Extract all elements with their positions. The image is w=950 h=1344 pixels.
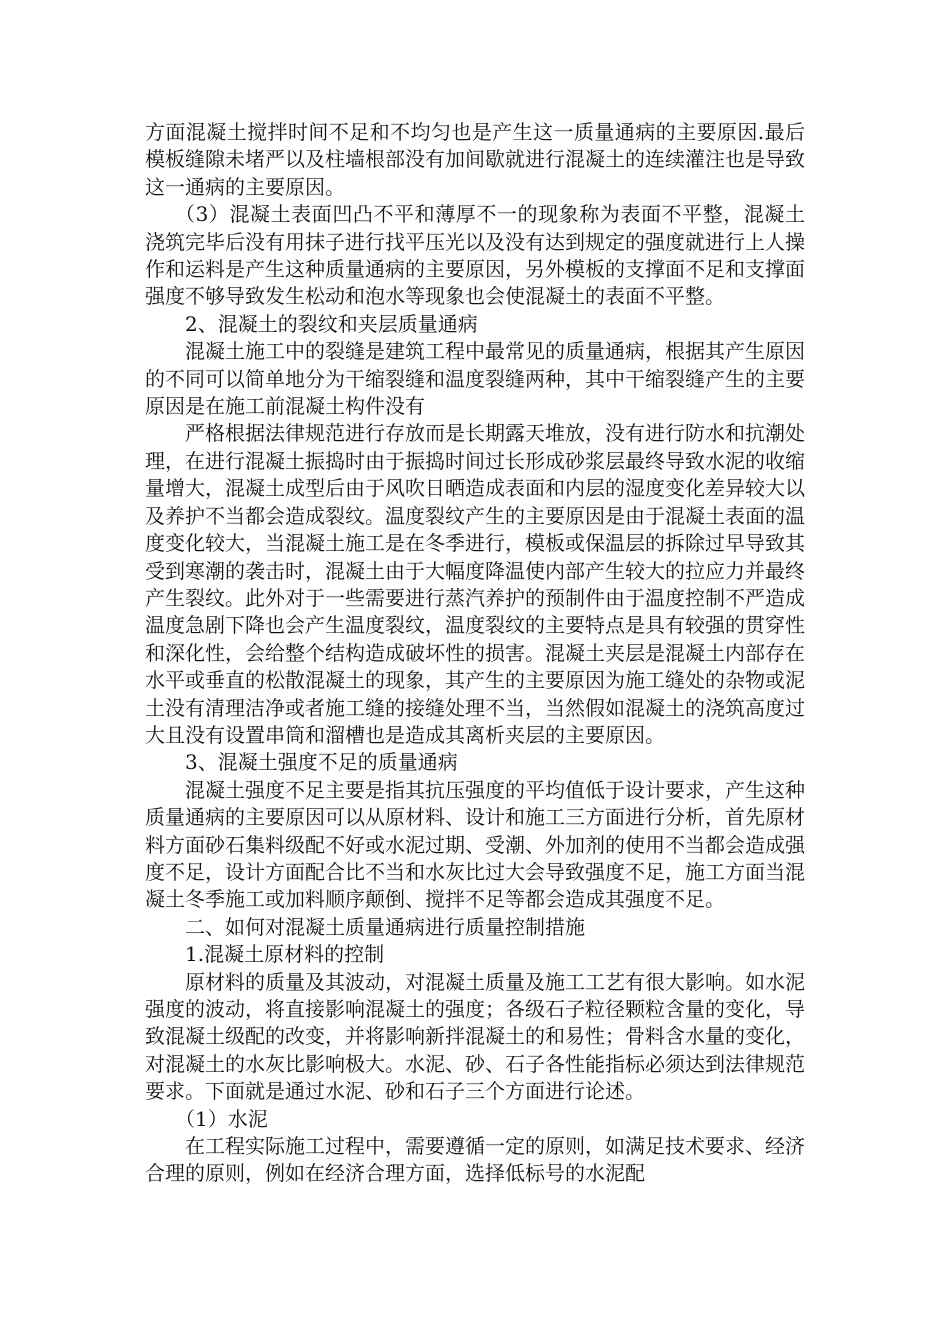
subsection-heading-cement: （1）水泥 [175, 1106, 268, 1131]
paragraph-2: （3）混凝土表面凹凸不平和薄厚不一的现象称为表面不平整，混凝土浇筑完毕后没有用抹子进行找平压光以及没有达到规定的强度就进行上人操作和运料是产生这种质量通病的主要原因，另外模板的支撑面不足和支撑面强度不够导致发生松动和泡水等现象也会使混凝土的表面不平整。 [145, 202, 805, 309]
document-body [145, 119, 805, 1188]
paragraph-7: 在工程实际施工过程中，需要遵循一定的原则，如满足技术要求、经济合理的原则，例如在经济合理方面，选择低标号的水泥配 [145, 1134, 805, 1186]
paragraph-3: 混凝土施工中的裂缝是建筑工程中最常见的质量通病，根据其产生原因的不同可以简单地分为干缩裂缝和温度裂缝两种，其中干缩裂缝产生的主要原因是在施工前混凝土构件没有 [145, 339, 805, 419]
section-heading-3: 3、混凝土强度不足的质量通病 [185, 750, 458, 775]
paragraph-6: 原材料的质量及其波动，对混凝土质量及施工工艺有很大影响。如水泥强度的波动，将直接影响混凝土的强度；各级石子粒径颗粒含量的变化，导致混凝土级配的改变，并将影响新拌混凝土的和易性；骨料含水量的变化，对混凝土的水灰比影响极大。水泥、砂、石子各性能指标必须达到法律规范要求。下面就是通过水泥、砂和石子三个方面进行论述。 [145, 969, 805, 1104]
paragraph-4: 严格根据法律规范进行存放而是长期露天堆放，没有进行防水和抗潮处理，在进行混凝土振捣时由于振捣时间过长形成砂浆层最终导致水泥的收缩量增大，混凝土成型后由于风吹日晒造成表面和内层的湿度变化差异较大以及养护不当都会造成裂纹。温度裂纹产生的主要原因是由于混凝土表面的温度变化较大，当混凝土施工是在冬季进行，模板或保温层的拆除过早导致其受到寒潮的袭击时，混凝土由于大幅度降温使内部产生较大的拉应力并最终产生裂纹。此外对于一些需要进行蒸汽养护的预制件由于温度控制不严造成温度急剧下降也会产生温度裂纹，温度裂纹的主要特点是具有较强的贯穿性和深化性，会给整个结构造成破坏性的损害。混凝土夹层是混凝土内部存在水平或垂直的松散混凝土的现象，其产生的主要原因为施工缝处的杂物或泥土没有清理洁净或者施工缝的接缝处理不当，当然假如混凝土的浇筑高度过大且没有设置串筒和溜槽也是造成其离析夹层的主要原因。 [145, 421, 805, 747]
chapter-heading-2: 二、如何对混凝土质量通病进行质量控制措施 [185, 914, 585, 939]
section-heading-1: 1.混凝土原材料的控制 [185, 942, 385, 967]
paragraph-1: 方面混凝土搅拌时间不足和不均匀也是产生这一质量通病的主要原因.最后模板缝隙未堵严以及柱墙根部没有加间歇就进行混凝土的连续灌注也是导致这一通病的主要原因。 [145, 120, 805, 199]
section-heading-2: 2、混凝土的裂纹和夹层质量通病 [185, 311, 478, 336]
paragraph-5: 混凝土强度不足主要是指其抗压强度的平均值低于设计要求，产生这种质量通病的主要原因可以从原材料、设计和施工三方面进行分析，首先原材料方面砂石集料级配不好或水泥过期、受潮、外加剂的使用不当都会造成强度不足，设计方面配合比不当和水灰比过大会导致强度不足，施工方面当混凝土冬季施工或加料顺序颠倒、搅拌不足等都会造成其强度不足。 [145, 777, 805, 912]
